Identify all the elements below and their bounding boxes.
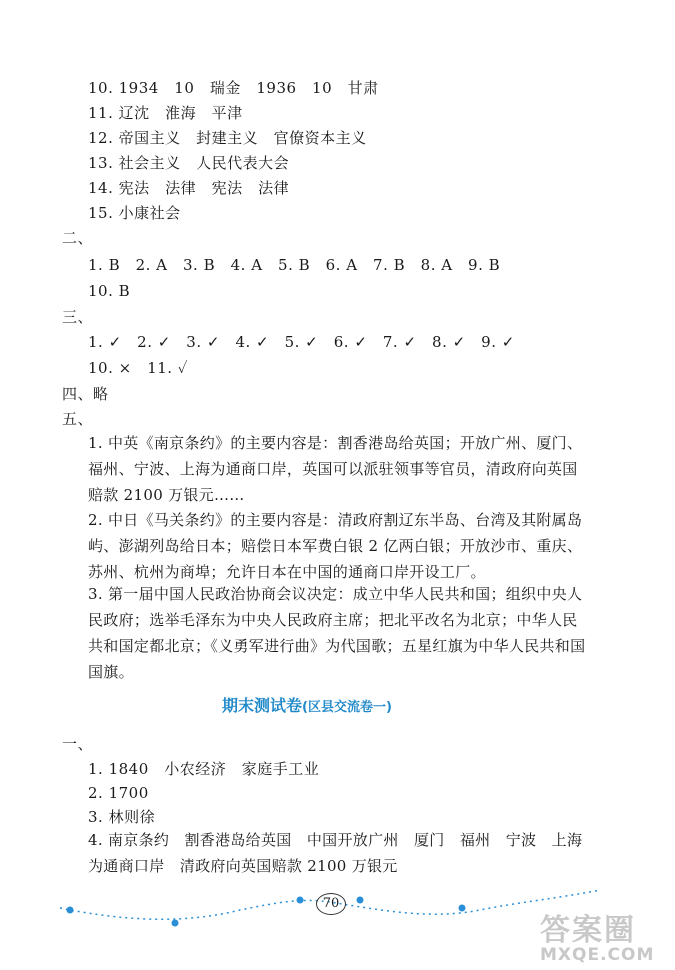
exam-item-1: 1. 1840 小农经济 家庭手工业 [88, 760, 320, 778]
judgment-answers-row1: 1. ✓ 2. ✓ 3. ✓ 4. ✓ 5. ✓ 6. ✓ 7. ✓ 8. ✓ 9. ✓ [88, 333, 515, 351]
choice-answers-row1: 1. B 2. A 3. B 4. A 5. B 6. A 7. B 8. A 9. B [88, 256, 501, 274]
exam-title-main: 期末测试卷 [222, 696, 303, 715]
section-heading-5: 五、 [62, 410, 94, 428]
answer-item-10: 10. 1934 10 瑞金 1936 10 甘肃 [88, 79, 379, 97]
watermark-logo-text: 答案圈 [540, 913, 636, 948]
answer-item-12: 12. 帝国主义 封建主义 官僚资本主义 [88, 129, 367, 147]
watermark-url: MXQE.COM [540, 945, 655, 965]
footer-dot-3 [297, 897, 304, 904]
judgment-answers-row2: 10. × 11. ✓ [88, 359, 188, 377]
essay-answer-2: 2. 中日《马关条约》的主要内容是：清政府割辽东半岛、台湾及其附属岛屿、澎湖列岛给日本；赔偿日本军费白银 2 亿两白银；开放沙市、重庆、苏州、杭州为商埠；允许日本在中国的通商口岸开设工厂。 [88, 511, 583, 581]
footer-dot-2 [172, 920, 179, 927]
footer-dot-4 [357, 897, 364, 904]
essay-answer-3: 3. 第一届中国人民政治协商会议决定：成立中华人民共和国；组织中央人民政府；选举毛泽东为中央人民政府主席；把北平改名为北京；中华人民共和国定都北京；《义勇军进行曲》为代国歌；五星红旗为中华人民共和国国旗。 [88, 585, 586, 681]
exam-item-2: 2. 1700 [88, 784, 149, 802]
essay-answer-1: 1. 中英《南京条约》的主要内容是：割香港岛给英国；开放广州、厦门、福州、宁波、上海为通商口岸，英国可以派驻领事等官员，清政府向英国赔款 2100 万银元…… [88, 434, 583, 504]
answer-item-11: 11. 辽沈 淮海 平津 [88, 104, 243, 122]
site-watermark [540, 905, 654, 965]
footer-dot-1 [67, 907, 74, 914]
exam-item-4: 4. 南京条约 割香港岛给英国 中国开放广州 厦门 福州 宁波 上海为通商口岸 清政府向英国赔款 2100 万银元 [88, 831, 583, 875]
answer-item-14: 14. 宪法 法律 宪法 法律 [88, 179, 290, 197]
section-heading-2: 二、 [62, 229, 94, 247]
footer-dot-5 [459, 905, 466, 912]
section-heading-3: 三、 [62, 308, 94, 326]
exam-title-subtitle: (区县交流卷一) [302, 700, 392, 715]
exam-title [222, 693, 392, 716]
exam-section-heading-1: 一、 [62, 735, 94, 753]
choice-answers-row2: 10. B [88, 282, 131, 300]
exam-item-3: 3. 林则徐 [88, 808, 156, 826]
section-heading-4: 四、略 [62, 385, 109, 403]
answer-item-13: 13. 社会主义 人民代表大会 [88, 154, 290, 172]
page-number: 70 [316, 893, 346, 915]
answer-item-15: 15. 小康社会 [88, 204, 181, 222]
